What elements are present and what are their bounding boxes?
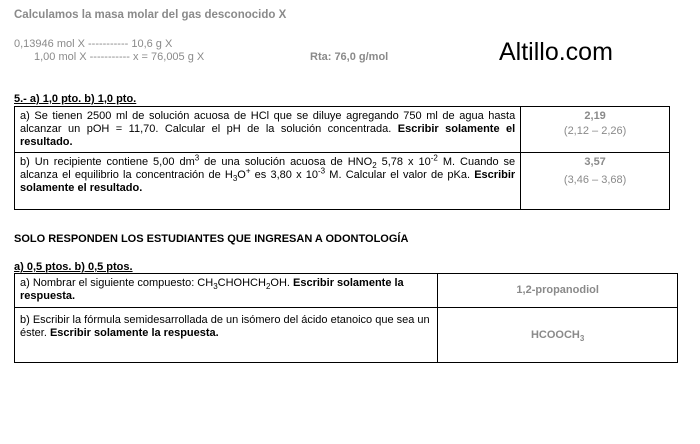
q5-table	[14, 106, 670, 210]
q5-b-question	[15, 153, 521, 210]
odonto-b-answer: $HCOOCH_3$	[438, 308, 678, 363]
q5-a-answer-cell	[521, 107, 670, 153]
q5-row-a	[15, 107, 670, 153]
q5-b-range: (3,46 – 3,68)	[563, 174, 627, 186]
odonto-b-instruction: Escribir solamente la respuesta.	[49, 327, 219, 339]
q5-b-answer: 3,57	[584, 156, 606, 168]
q5-a-range: (2,12 – 2,26)	[563, 125, 627, 137]
q5-a-instruction: Escribir solamente el resultado.	[20, 123, 516, 148]
odonto-heading: SOLO RESPONDEN LOS ESTUDIANTES QUE INGRESAN A ODONTOLOGÍA	[14, 233, 409, 245]
q5-b-text: b) Un recipiente contiene 5,00 $dm^3$ de una solución acuosa de $HNO_2$ 5,78 x $10^{-2}$ M. Cuando se alcanza el equilibrio la concentración de $H_3O^+$ es 3,80 x $10^{-3}$ M. Calcular el valor de pKa.	[20, 153, 516, 184]
odonto-a-answer: 1,2-propanodiol	[438, 274, 678, 308]
gas-section-title: Calculamos la masa molar del gas desconocido X	[14, 9, 287, 21]
odonto-table	[14, 273, 678, 363]
altillo-logo: Altillo.com	[499, 38, 613, 66]
odonto-a-instruction: Escribir solamente la respuesta.	[20, 277, 404, 302]
q5-a-text: a) Se tienen 2500 ml de solución acuosa de HCl que se diluye agregando 750 ml de agua hasta alcanzar un pOH = 11,70. Calcular el pH de la solución concentrada.	[20, 110, 516, 135]
odonto-row-b	[15, 308, 678, 363]
q5-a-question	[15, 107, 521, 153]
q5-b-answer-cell	[521, 153, 670, 210]
calc-line-2: 1,00 mol X ----------- x = 76,005 g X	[34, 51, 205, 63]
odonto-a-text: a) Nombrar el siguiente compuesto: $CH_3CHOHCH_2OH$.	[20, 277, 294, 292]
odonto-b-text: b) Escribir la fórmula semidesarrollada de un isómero del ácido etanoico que sea un éster.	[20, 314, 430, 339]
q5-a-answer: 2,19	[584, 110, 606, 122]
odonto-a-question	[15, 274, 438, 308]
odonto-b-question	[15, 308, 438, 363]
answer-rta: Rta: 76,0 g/mol	[310, 51, 389, 63]
odonto-points: a) 0,5 ptos. b) 0,5 ptos.	[14, 261, 133, 273]
q5-row-b	[15, 153, 670, 210]
calc-line-1: 0,13946 mol X ----------- 10,6 g X	[14, 38, 173, 50]
odonto-row-a	[15, 274, 678, 308]
q5-b-instruction: Escribir solamente el resultado.	[20, 169, 516, 194]
q5-heading: 5.- a) 1,0 pto. b) 1,0 pto.	[14, 93, 137, 105]
